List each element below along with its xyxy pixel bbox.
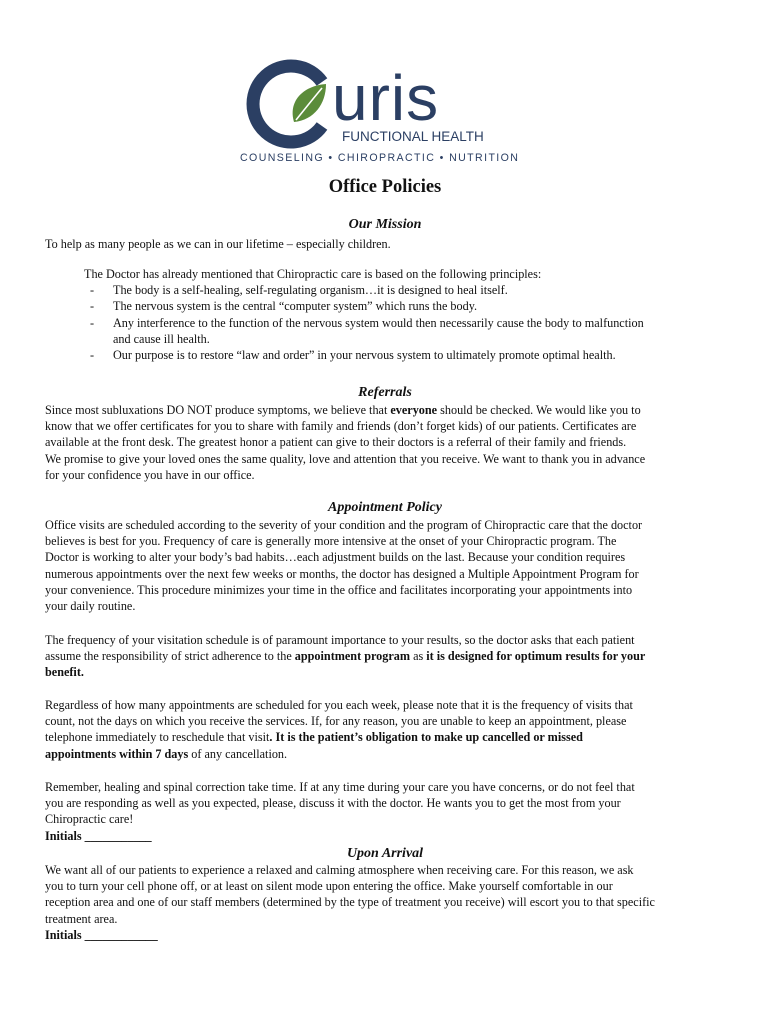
list-item: - The nervous system is the central “computer system” which runs the body. bbox=[90, 299, 478, 314]
appointment-paragraph-4: Remember, healing and spinal correction take time. If at any time during your care you have concerns, or do not feel that you are responding as well as you expected, please, discuss it with the doctor. He wants you to get the most from your Chiropractic care! Initials ___________ bbox=[45, 780, 635, 843]
principles-intro: The Doctor has already mentioned that Chiropractic care is based on the following principles: bbox=[84, 267, 542, 281]
appointment-paragraph-3: Regardless of how many appointments are scheduled for you each week, please note that it is the frequency of visits that count, not the days on which you receive the services. If, for any reason, you are unable to keep an appointment, please telephone immediately to reschedule that visit. It is the patient’s obligation to make up cancelled or missed appointments within 7 days of any cancellation. bbox=[45, 698, 633, 761]
list-item: - The body is a self-healing, self-regulating organism…it is designed to heal itself. bbox=[90, 283, 508, 298]
appointment-paragraph-1: Office visits are scheduled according to the severity of your condition and the program of Chiropractic care that the doctor believes is best for you. Frequency of care is generally more intensive at the onset of your Chiropractic program. The Doctor is working to alter your body’s bad habits…each adjustment builds on the last. Because your condition requires numerous appointments over the next few weeks or months, the doctor has designed a Multiple Appointment Program for your convenience. This procedure minimizes your time in the office and facilitates incorporating your appointments into your daily routine. bbox=[45, 518, 643, 614]
logo-subtitle: FUNCTIONAL HEALTH bbox=[342, 129, 484, 144]
mission-text: To help as many people as we can in our lifetime – especially children. bbox=[45, 237, 391, 251]
logo-tagline: COUNSELING • CHIROPRACTIC • NUTRITION bbox=[240, 152, 520, 164]
referrals-heading: Referrals bbox=[358, 385, 412, 400]
appointment-heading: Appointment Policy bbox=[328, 500, 442, 515]
list-item: - Our purpose is to restore “law and order” in your nervous system to ultimately promote optimal health. bbox=[90, 348, 616, 363]
appointment-paragraph-2: The frequency of your visitation schedule is of paramount importance to your results, so the doctor asks that each patient assume the responsibility of strict adherence to the appointment program as it is designed for optimum results for your benefit. bbox=[45, 633, 646, 680]
principles-list bbox=[84, 266, 734, 363]
arrival-heading: Upon Arrival bbox=[346, 846, 424, 861]
initials-field[interactable]: Initials ___________ bbox=[45, 828, 152, 843]
logo-wordmark: uris bbox=[332, 62, 440, 134]
arrival-paragraph: We want all of our patients to experience a relaxed and calming atmosphere when receiving care. For this reason, we ask you to turn your cell phone off, or at least on silent mode upon entering the office. Make yourself comfortable in our reception area and one of our staff members (determined by the type of treatment you receive) will escort you to that specific treatment area. Initials ____________ bbox=[45, 863, 655, 942]
curis-logo bbox=[238, 40, 534, 166]
page-title: Office Policies bbox=[328, 177, 442, 197]
logo-graphic bbox=[238, 40, 534, 166]
mission-heading: Our Mission bbox=[348, 217, 422, 232]
referrals-paragraph: Since most subluxations DO NOT produce symptoms, we believe that everyone should be checked. We would like you to know that we offer certificates for you to share with family and friends (don’t forget kids) of our patients. Certificates are available at the front desk. The greatest honor a patient can give to their doctors is a referral of their family and friends. We promise to give your loved ones the same quality, love and attention that you receive. We want to thank you in advance for your confidence you have in our office. bbox=[45, 403, 646, 482]
list-item-continuation: and cause ill health. bbox=[113, 331, 210, 346]
initials-field[interactable]: Initials ____________ bbox=[45, 927, 158, 942]
list-item: - Any interference to the function of the nervous system would then necessarily cause the body to malfunction bbox=[90, 315, 644, 330]
